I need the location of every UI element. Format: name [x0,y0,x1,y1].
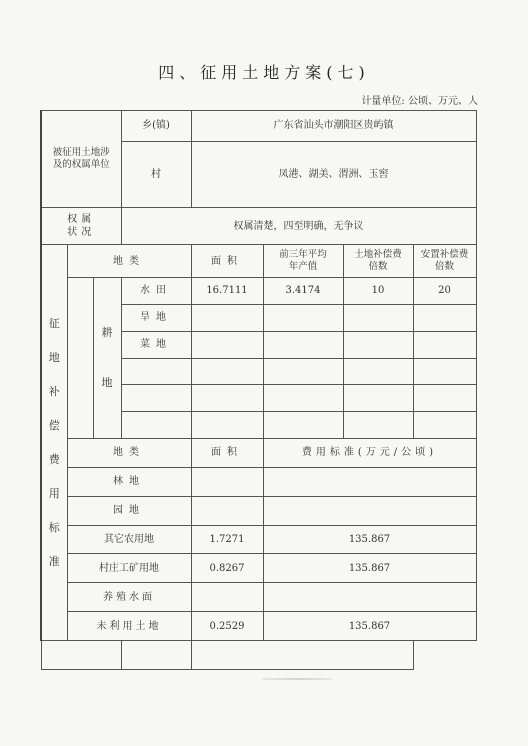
t2-row-type: 其它农用地 [67,525,191,554]
village-value: 凤港、湖美、渭洲、玉窖 [191,141,476,207]
t2-row-standard [263,583,476,612]
t1-row-area: 16.7111 [191,278,263,305]
land-requisition-form [40,110,477,670]
village-label: 村 [121,141,191,207]
township-label: 乡(镇) [121,111,191,142]
cultivated-group-cell [67,278,93,439]
unit-note: 计量单位: 公顷、万元、人 [361,96,478,107]
t2-row-area [191,467,263,496]
t1-empty-cell [191,385,263,412]
t2-empty-cell [121,641,191,670]
t1-header-resettle-text: 安置补偿费倍数 [420,248,469,273]
t1-empty-cell [413,385,476,412]
t1-row-type: 菜地 [121,331,191,358]
t1-row-land-comp: 10 [343,278,413,305]
t1-row-output [263,304,343,331]
t1-row-resettle [413,331,476,358]
t1-row-type: 旱地 [121,304,191,331]
ownership-status-label: 权属状况 [67,214,96,238]
t1-row-output: 3.4174 [263,278,343,305]
t2-row-standard [263,467,476,496]
t2-row-standard: 135.867 [263,612,476,641]
t1-empty-cell [191,412,263,439]
t1-header-output-text: 前三年平均年产值 [279,248,327,273]
compensation-side-label: 征地补偿费用标准 [48,316,60,568]
t2-row-area: 0.2529 [191,612,263,641]
t1-empty-cell [263,358,343,385]
t2-row-type: 未利用土地 [67,612,191,641]
t1-header-area: 面积 [191,245,263,278]
t1-row-type: 水田 [121,278,191,305]
t1-empty-cell [263,385,343,412]
ownership-status-label-cell [41,207,121,244]
t2-row-standard: 135.867 [263,525,476,554]
page-title: 四、征用土地方案(七) [158,63,370,82]
township-value: 广东省汕头市潮阳区贵屿镇 [191,111,476,142]
t1-empty-cell [121,385,191,412]
t2-row-area: 1.7271 [191,525,263,554]
t2-row-type: 养殖水面 [67,583,191,612]
t1-header-land-comp [343,245,413,278]
t2-header-land-type: 地类 [67,438,191,467]
t1-row-output [263,331,343,358]
t1-empty-cell [121,412,191,439]
t2-header-area: 面积 [191,438,263,467]
ownership-status-value: 权属清楚，四至明确，无争议 [121,207,476,244]
t1-empty-cell [191,358,263,385]
faint-stamp-mark [262,678,332,680]
t1-row-land-comp [343,304,413,331]
t2-empty-cell [191,641,413,670]
t2-row-area [191,496,263,525]
t2-row-standard [263,496,476,525]
t2-header-standard: 费用标准(万元/公顷) [263,438,476,467]
t1-header-land-comp-text: 土地补偿费倍数 [354,248,402,273]
t2-row-type: 园地 [67,496,191,525]
compensation-side-label-cell [41,245,67,641]
t2-row-standard: 135.867 [263,554,476,583]
t1-row-area [191,331,263,358]
t1-header-resettle [413,245,476,278]
t1-header-output [263,245,343,278]
t2-row-type: 村庄工矿用地 [67,554,191,583]
t2-row-area [191,583,263,612]
cultivated-label: 耕地 [101,326,113,389]
t2-row-type: 林地 [67,467,191,496]
t1-empty-cell [413,412,476,439]
t1-empty-cell [413,358,476,385]
t1-empty-cell [121,358,191,385]
owner-label-cell [41,111,121,208]
t1-empty-cell [343,358,413,385]
t1-row-land-comp [343,331,413,358]
t1-empty-cell [343,412,413,439]
t1-row-area [191,304,263,331]
t1-header-land-type: 地类 [67,245,191,278]
t2-row-area: 0.8267 [191,554,263,583]
owner-label: 被征用土地涉及的权属单位 [52,146,110,170]
cultivated-label-cell [93,278,121,439]
t2-empty-cell [41,641,121,670]
t1-row-resettle: 20 [413,278,476,305]
t1-empty-cell [263,412,343,439]
t1-empty-cell [343,385,413,412]
t1-row-resettle [413,304,476,331]
